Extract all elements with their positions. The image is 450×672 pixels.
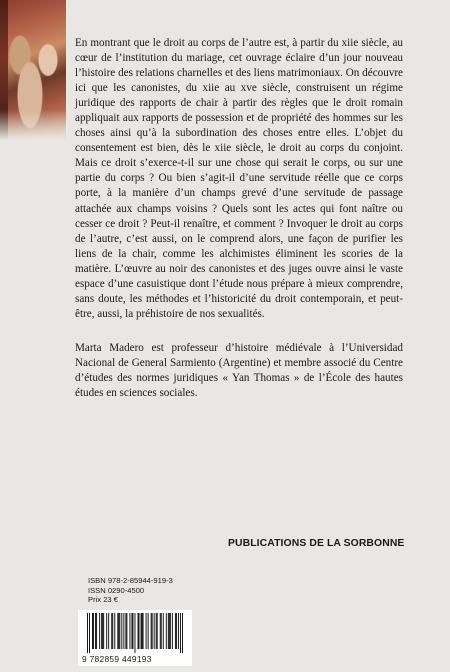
- barcode-bar: [87, 613, 88, 653]
- barcode-bar: [157, 613, 158, 649]
- barcode-bar: [103, 613, 104, 649]
- barcode-bar: [143, 613, 144, 649]
- barcode-bar: [108, 613, 109, 649]
- barcode-bar: [182, 613, 183, 653]
- barcode-digits: 9 782859 449193: [82, 654, 152, 664]
- barcode-bar: [180, 613, 181, 653]
- barcode-bar: [92, 613, 93, 649]
- barcode-bars-icon: [87, 613, 183, 653]
- author-biography: Marta Madero est professeur d’histoire médiévale à l’Universidad Nacional de General Sarmiento (Argentine) et membre associé du Centre d’études des normes juridiques « Yan Thomas » de l’École des hautes études en sciences sociales.: [75, 342, 403, 400]
- barcode-bar: [118, 613, 119, 649]
- barcode-bar: [151, 613, 152, 649]
- barcode-bar: [175, 613, 176, 649]
- back-cover-description: En montrant que le droit au corps de l’autre est, à partir du xiie siècle, au cœur de l’institution du mariage, cet ouvrage éclaire d’un jour nouveau l’histoire des relations charnelles et des liens matrimoniaux. On découvre ici que les canonistes, du xiie au xve siècle, construisent un régime juridique des rapports de chair à partir des règles que le droit romain appliquait aux rapports de possession et de propriété des hommes sur les choses ainsi qu’à la subordination des choses entre elles. L’objet du consentement est bien, dès le xiie siècle, le droit au corps du conjoint. Mais ce droit s’exerce-t-il sur une chose qui serait le corps, ou sur une partie du corps ? Ou bien s’agit-il d’une servitude réelle que ce corps porte, à la manière d’un champs grevé d’une servitude de passage attachée aux champs voisins ? Quels sont les actes qui font naître ou cesser ce droit ? Peut-il renaître, et comment ? Invoquer le droit au corps de l’autre, c’est aussi, on le comprend alors, une façon de purifier les liens de la chair, comme les alchimistes éliminent les scories de la matière. L’œuvre au noir des canonistes et des juges ouvre ainsi le vaste espace d’une casuistique dont l’étude nous prépare à mieux comprendre, sans doute, les méthodes et l’historicité du droit contemporain, et peut-être, aussi, la préhistoire de nos sexualités.: [75, 37, 403, 320]
- barcode-bar: [132, 613, 133, 649]
- barcode-bar: [129, 613, 130, 649]
- barcode-bar: [111, 613, 112, 649]
- barcode-bar: [126, 613, 127, 649]
- barcode-bar: [169, 613, 170, 649]
- barcode-bar: [176, 613, 177, 649]
- barcode-bar: [134, 613, 135, 653]
- barcode-bar: [123, 613, 124, 649]
- barcode-bar: [125, 613, 126, 649]
- barcode-bar: [114, 613, 115, 649]
- isbn-line: ISBN 978-2-85944-919-3: [88, 576, 173, 585]
- barcode-bar: [172, 613, 173, 649]
- barcode-bar: [96, 613, 97, 649]
- barcode-bar: [148, 613, 149, 649]
- barcode-bar: [141, 613, 142, 649]
- publication-metadata: [88, 576, 173, 605]
- barcode-bar: [168, 613, 169, 649]
- barcode-bar: [102, 613, 103, 649]
- barcode-bar: [139, 613, 140, 649]
- barcode-bar: [156, 613, 157, 649]
- barcode-bar: [146, 613, 147, 649]
- barcode-bar: [106, 613, 107, 649]
- cover-artwork-fragment: [0, 0, 66, 140]
- barcode-bar: [112, 613, 113, 649]
- barcode-bar: [89, 613, 90, 653]
- artwork-fade: [0, 110, 66, 140]
- barcode-bar: [152, 613, 153, 649]
- barcode-bar: [161, 613, 162, 649]
- barcode-bar: [166, 613, 167, 649]
- barcode-bar: [154, 613, 155, 649]
- barcode-bar: [170, 613, 171, 649]
- barcode-bar: [131, 613, 132, 649]
- barcode-bar: [160, 613, 161, 649]
- barcode-bar: [142, 613, 143, 649]
- price-line: Prix 23 €: [88, 595, 118, 605]
- barcode-bar: [99, 613, 100, 649]
- barcode-bar: [178, 613, 179, 649]
- barcode-bar: [138, 613, 139, 649]
- barcode-bar: [119, 613, 120, 649]
- barcode-bar: [95, 613, 96, 649]
- publisher-name: PUBLICATIONS DE LA SORBONNE: [228, 538, 405, 549]
- barcode-bar: [163, 613, 164, 649]
- barcode-bar: [117, 613, 118, 649]
- issn-line: ISSN 0290-4500: [88, 585, 145, 595]
- barcode-bar: [93, 613, 94, 649]
- barcode-bar: [121, 613, 122, 649]
- barcode-bar: [101, 613, 102, 649]
- barcode: [78, 610, 192, 666]
